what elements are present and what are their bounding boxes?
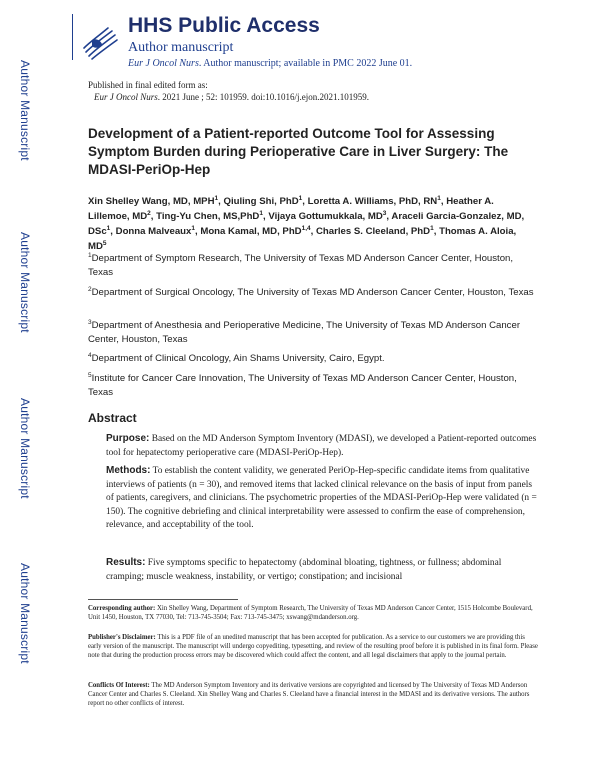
hhs-public-access-title: HHS Public Access <box>128 14 320 37</box>
publisher-disclaimer-footnote <box>88 633 538 660</box>
affiliation-4 <box>88 352 538 366</box>
results-text: Five symptoms specific to hepatectomy (abdominal bloating, tightness, or fullness; abdominal cramping; muscle weakness, instability, or vertigo; constipation; and incisional <box>106 558 502 582</box>
abstract-purpose <box>106 432 538 460</box>
affiliation-text: Institute for Cancer Care Innovation, The University of Texas MD Anderson Cancer Center, Houston, Texas <box>88 373 517 398</box>
affiliation-sup: 5 <box>88 371 92 379</box>
published-info <box>88 79 369 103</box>
author-manuscript-subtitle: Author manuscript <box>128 40 234 55</box>
abstract-methods <box>106 464 538 533</box>
affiliation-text: Department of Symptom Research, The University of Texas MD Anderson Cancer Center, Houston, Texas <box>88 253 514 278</box>
conflicts-footnote <box>88 681 538 708</box>
abstract-heading: Abstract <box>88 411 137 425</box>
conflicts-label: Conflicts Of Interest: <box>88 682 150 689</box>
author-name: Loretta A. Williams, PhD, RN <box>307 196 438 207</box>
abstract-results <box>106 556 538 584</box>
purpose-text: Based on the MD Anderson Symptom Inventory (MDASI), we developed a Patient-reported outcomes tool for hepatectomy perioperative care (MDASI-PeriOp-Hep). <box>106 434 537 458</box>
conflicts-text: The MD Anderson Symptom Inventory and its derivative versions are copyrighted and licensed by The University of Texas MD Anderson Cancer Center and Charles S. Cleeland. Xin Shelley Wang and Charles S. Cleeland have a financial interest in the MDASI and its derivative versions. The authors report no other conflicts of interest. <box>88 682 530 707</box>
author-affil-sup: 1,4 <box>301 224 311 232</box>
author-affil-sup: 1 <box>430 224 434 232</box>
results-label: Results: <box>106 557 146 568</box>
affiliation-3 <box>88 319 538 347</box>
corresponding-author-footnote <box>88 604 538 622</box>
affiliation-text: Department of Anesthesia and Perioperative Medicine, The University of Texas MD Anderson Cancer Center, Houston, Texas <box>88 320 521 345</box>
sidebar-author-manuscript-3: Author Manuscript <box>18 398 32 499</box>
author-affil-sup: 1 <box>191 224 195 232</box>
author-name: Charles S. Cleeland, PhD <box>316 226 431 237</box>
author-name: Ting-Yu Chen, MS,PhD <box>156 211 260 222</box>
published-label: Published in final edited form as: <box>88 80 208 90</box>
hhs-eagle-icon <box>78 18 122 62</box>
disclaimer-text: This is a PDF file of an unedited manuscript that has been accepted for publication. As a service to our customers we are providing this early version of the manuscript. The manuscript will undergo copyediting, typesetting, and review of the resulting proof before it is published in its final form. Please note that during the production process errors may be discovered which could affect the content, and all legal disclaimers that apply to the journal pertain. <box>88 634 538 659</box>
author-name: Donna Malveaux <box>115 226 192 237</box>
affiliation-5 <box>88 372 538 400</box>
affiliation-2 <box>88 286 538 300</box>
author-affil-sup: 1 <box>214 194 219 202</box>
corresponding-text: Xin Shelley Wang, Department of Symptom Research, The University of Texas MD Anderson Cancer Center, 1515 Holcombe Boulevard, Unit 1450, Houston, TX 77030, Tel: 713-745-3504; Fax: 713-745-3475; xswang@mdanderson.org. <box>88 605 533 621</box>
published-journal: Eur J Oncol Nurs <box>94 92 158 102</box>
author-affil-sup: 1 <box>106 224 111 232</box>
sidebar-author-manuscript-2: Author Manuscript <box>18 232 32 333</box>
disclaimer-label: Publisher's Disclaimer: <box>88 634 156 641</box>
author-affil-sup: 5 <box>102 239 107 247</box>
article-title: Development of a Patient-reported Outcome Tool for Assessing Symptom Burden during Perioperative Care in Liver Surgery: The MDASI-PeriOp-Hep <box>88 126 509 177</box>
published-details: . 2021 June ; 52: 101959. doi:10.1016/j.ejon.2021.101959. <box>157 92 369 102</box>
affiliation-text: Department of Surgical Oncology, The University of Texas MD Anderson Cancer Center, Houston, Texas <box>91 287 534 298</box>
sidebar-author-manuscript-1: Author Manuscript <box>18 60 32 161</box>
author-affil-sup: 1 <box>298 194 303 202</box>
methods-label: Methods: <box>106 465 151 476</box>
author-name: Xin Shelley Wang, MD, MPH <box>88 196 215 207</box>
author-name: Vijaya Gottumukkala, MD <box>268 211 383 222</box>
affiliation-sup: 4 <box>88 351 92 359</box>
author-affil-sup: 3 <box>382 209 387 217</box>
methods-text: To establish the content validity, we generated PeriOp-Hep-specific candidate items from qualitative interviews of patients (n = 30), and removed items that lacked clinical relevance on the basis of input from panels of patients, caregivers, and clinicians. The psychometric properties of the MDASI-PeriOp-Hep were validated (n = 150). The cognitive debriefing and clinical interpretability were assessed to confirm the ease of comprehension, relevance, and acceptability of the tool. <box>106 466 537 530</box>
affiliation-text: Department of Clinical Oncology, Ain Shams University, Cairo, Egypt. <box>91 353 385 364</box>
affiliation-sup: 1 <box>88 251 92 259</box>
affiliation-sup: 2 <box>88 285 92 293</box>
header-divider <box>72 14 73 60</box>
availability-citation <box>128 58 412 69</box>
affiliation-sup: 3 <box>88 318 92 326</box>
author-name: Mona Kamal, MD, PhD <box>200 226 302 237</box>
sidebar-author-manuscript-4: Author Manuscript <box>18 563 32 664</box>
author-name: Qiuling Shi, PhD <box>223 196 299 207</box>
affiliation-1 <box>88 252 538 280</box>
author-list: Xin Shelley Wang, MD, MPH$^1$, Qiuling Shi, PhD$^1$, Loretta A. Williams, PhD, $RN^1$, Heather A. Lillemoe, $MD^2$, Ting-Yu Chen, MS,PhD$^1$, Vijaya Gottumukkala, $MD^3$, Araceli Garcia-Gonzalez, MD, DSc$^1$, Donna Malveaux$^1$, Mona Kamal, MD, PhD$^{1,4}$, Charles S. Cleeland, PhD$^1$, Thomas A. Aloia, $MD^5$ <box>88 194 525 252</box>
author-affil-sup: 1 <box>437 194 441 202</box>
published-citation <box>88 91 369 103</box>
corresponding-label: Corresponding author: <box>88 605 156 612</box>
author-affil-sup: 1 <box>259 209 263 217</box>
author-name: Thomas A. Aloia, MD <box>88 226 517 252</box>
author-name: Heather A. Lillemoe, MD <box>88 196 494 222</box>
purpose-label: Purpose: <box>106 433 150 444</box>
author-affil-sup: 2 <box>147 209 151 217</box>
footnote-divider <box>88 599 238 600</box>
citation-journal: Eur J Oncol Nurs <box>128 58 199 69</box>
author-name: Araceli Garcia-Gonzalez, MD, DSc <box>88 211 525 237</box>
citation-availability: . Author manuscript; available in PMC 2022 June 01. <box>198 58 413 69</box>
